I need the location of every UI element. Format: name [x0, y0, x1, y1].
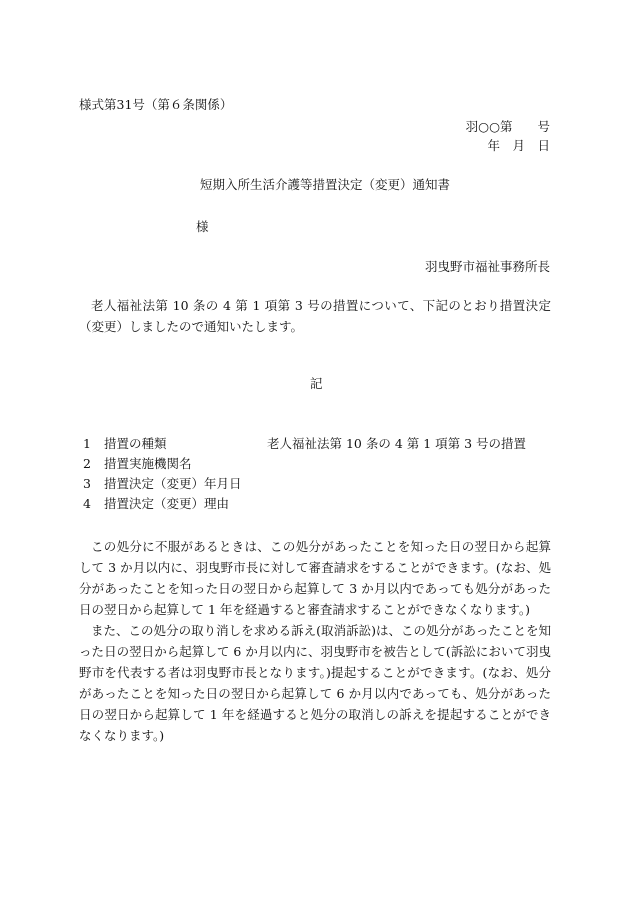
ki-heading: 記 — [310, 376, 323, 391]
item-label: 措置決定（変更）年月日 — [104, 476, 242, 491]
notice-appeal: この処分に不服があるときは、この処分があったことを知った日の翌日から起算して 3 か月以内に、羽曳野市長に対して審査請求をすることができます。(なお、処分があったことを知った日の翌日から起算して 3 か月以内であっても処分があった日の翌日から起算して 1 年を経過すると審査請求することができなくなります。) — [79, 539, 551, 617]
document-title: 短期入所生活介護等措置決定（変更）通知書 — [200, 177, 451, 192]
addressee-suffix: 様 — [196, 219, 209, 234]
notice-lawsuit: また、この処分の取り消しを求める訴え(取消訴訟)は、この処分があったことを知った日の翌日から起算して 6 か月以内に、羽曳野市を被告として(訴訟において羽曳野市を代表する者は羽曳野市長となります。)提起することができます。(なお、処分があったことを知った日の翌日から起算して 6 か月以内であっても、処分があった日の翌日から起算して 1 年を経過すると処分の取消しの訴えを提起することができなくなります。) — [79, 623, 551, 743]
document-number: 羽○○第 号 — [465, 119, 550, 134]
item-label: 措置の種類 — [104, 436, 167, 451]
item-label: 措置決定（変更）理由 — [104, 496, 230, 511]
intro-paragraph: 老人福祉法第 10 条の 4 第 1 項第 3 号の措置について、下記のとおり措置決定（変更）しましたので通知いたします。 — [79, 298, 551, 334]
item-number: 3 — [83, 476, 91, 491]
item-number: 1 — [83, 436, 91, 451]
item-value: 老人福祉法第 10 条の 4 第 1 項第 3 号の措置 — [267, 436, 527, 451]
item-number: 4 — [83, 496, 91, 511]
item-label: 措置実施機関名 — [104, 456, 192, 471]
document-date: 年 月 日 — [487, 138, 550, 153]
form-number: 様式第31号（第６条関係） — [79, 97, 233, 112]
issuer: 羽曳野市福祉事務所長 — [424, 259, 550, 274]
item-number: 2 — [83, 456, 91, 471]
